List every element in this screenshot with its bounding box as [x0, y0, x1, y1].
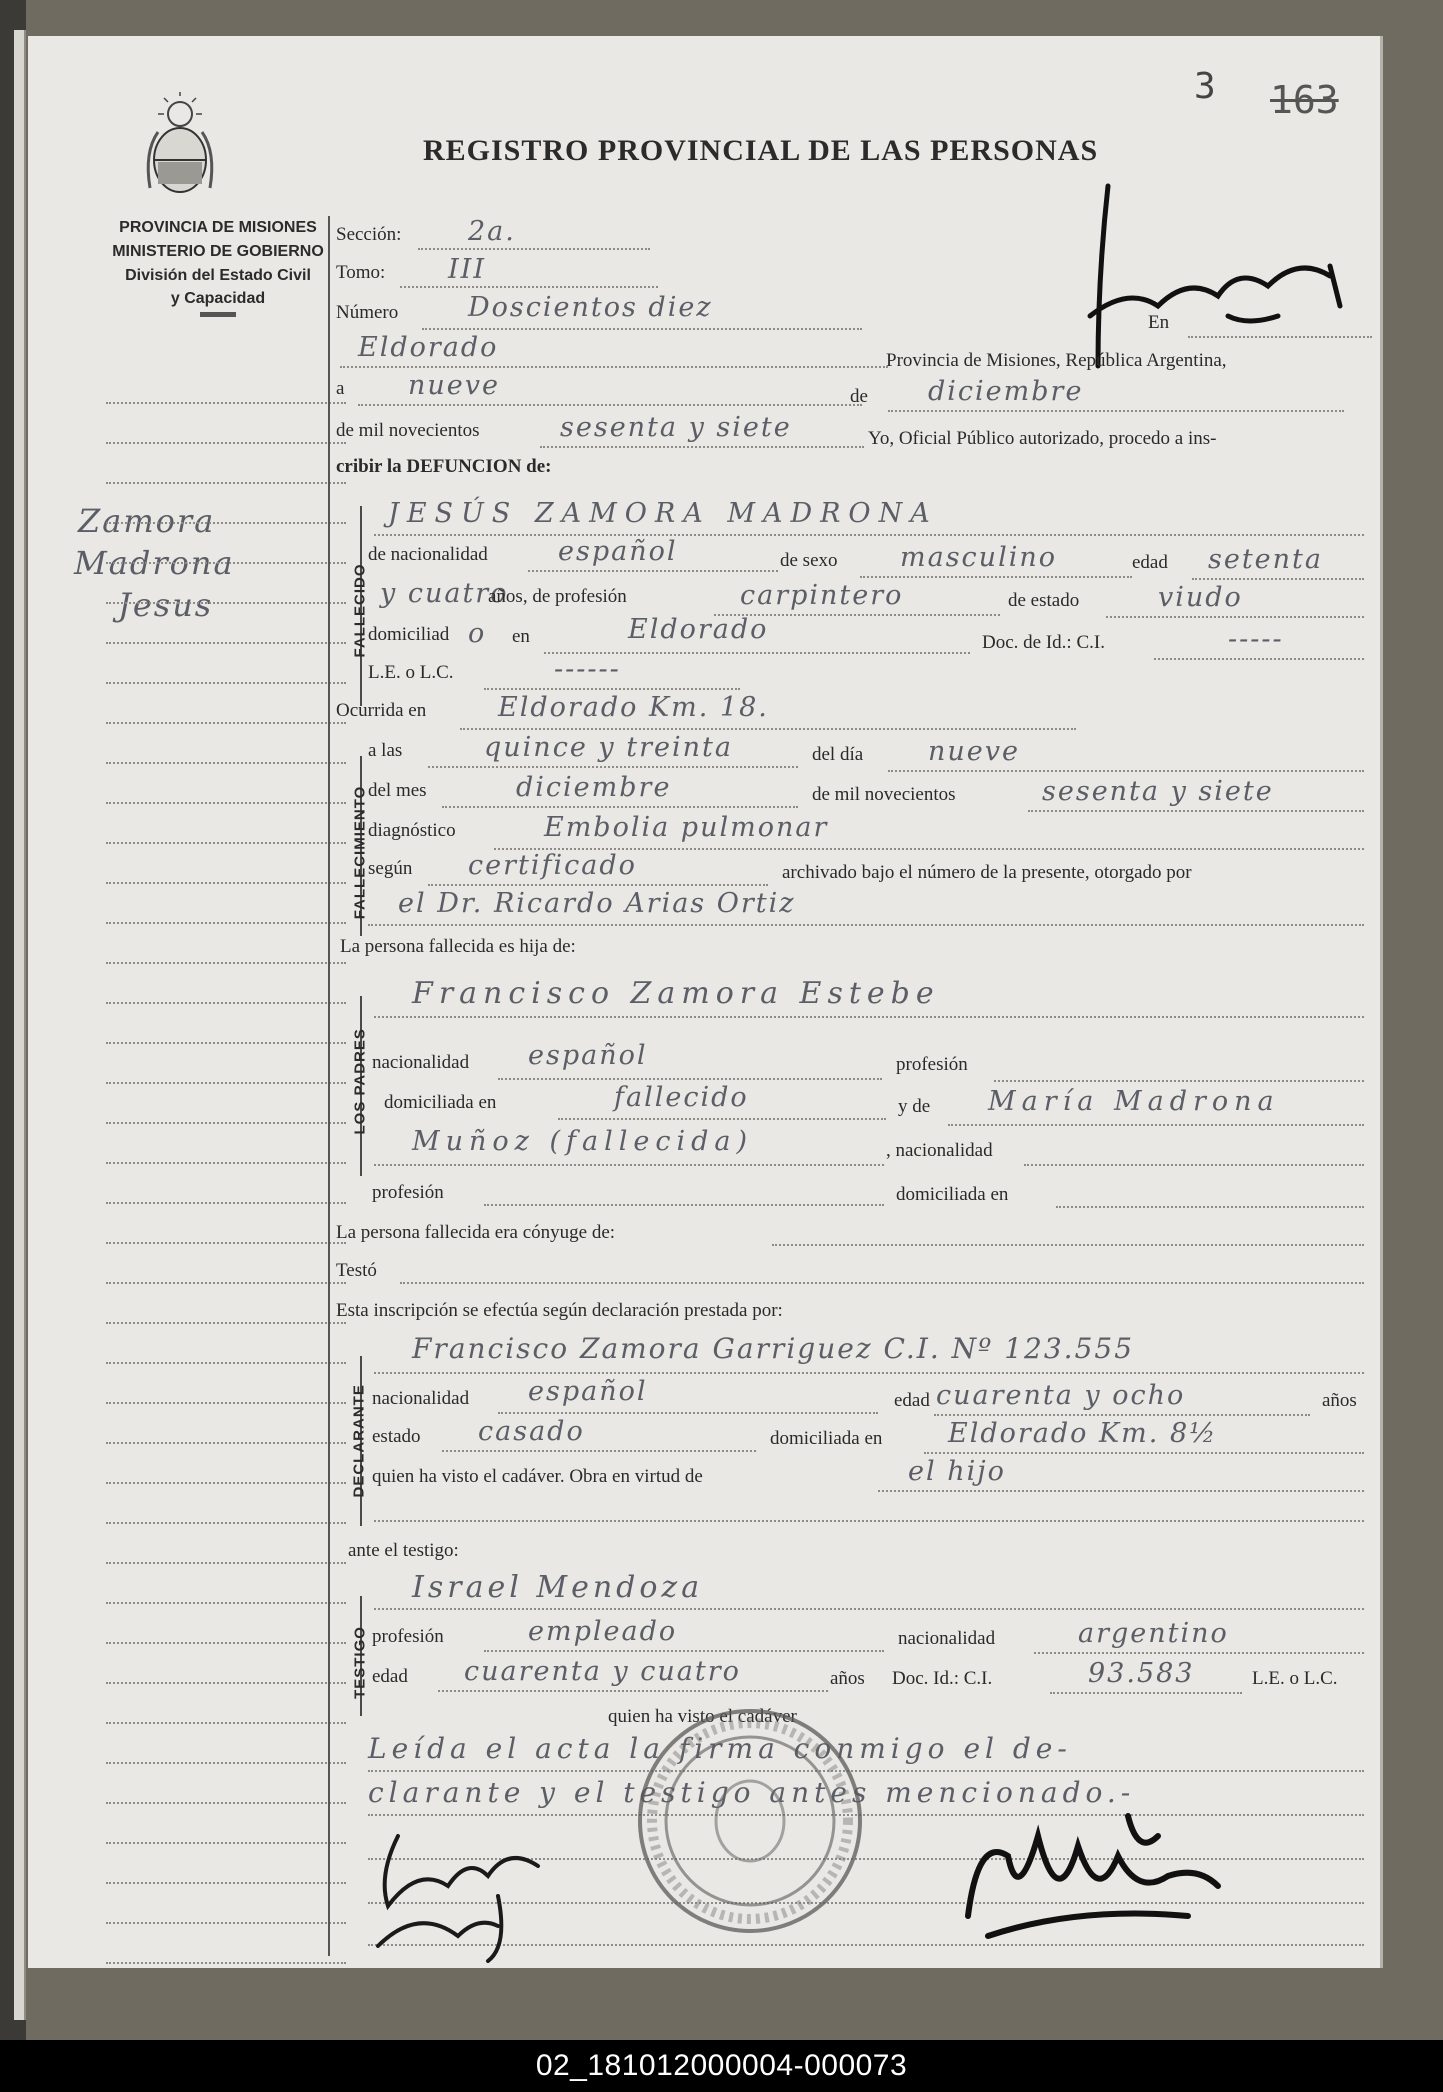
- margin-ruled-line: [106, 722, 346, 724]
- numero-label: Número: [336, 302, 399, 323]
- struck-page-number: 163: [1270, 78, 1339, 122]
- margin-surname: Zamora: [78, 502, 216, 540]
- testigo-doc-label: Doc. Id.: C.I.: [892, 1668, 993, 1689]
- coat-of-arms-emblem: [140, 92, 220, 202]
- margin-ruled-line: [106, 682, 346, 684]
- fallecido-edad-value: setenta: [1208, 544, 1323, 575]
- margin-ruled-line: [106, 962, 346, 964]
- seccion-value: 2a.: [468, 216, 516, 247]
- fallecido-en-label: en: [512, 626, 530, 647]
- fallecimiento-section-label: FALLECIMIENTO: [351, 785, 369, 920]
- hora-label: a las: [368, 740, 403, 761]
- testigo-anios-label: años: [830, 1668, 865, 1689]
- margin-ruled-line: [106, 402, 346, 404]
- madre-name-2: Muñoz (fallecida): [412, 1126, 754, 1157]
- margin-ruled-line: [106, 1562, 346, 1564]
- fallecido-nacionalidad-label: de nacionalidad: [368, 544, 488, 565]
- madre-domicilio-label: domiciliada en: [896, 1184, 1009, 1205]
- margin-ruled-line: [106, 1162, 346, 1164]
- fallecido-sexo-value: masculino: [900, 542, 1057, 573]
- declarante-domicilio-label: domiciliada en: [770, 1428, 883, 1449]
- padres-intro: La persona fallecida es hija de:: [340, 936, 576, 957]
- registrar-header-signature: [1068, 166, 1368, 376]
- deceased-name: JESÚS ZAMORA MADRONA: [388, 498, 938, 529]
- day-value: nueve: [408, 370, 500, 401]
- official-text: Yo, Oficial Público autorizado, procedo a ins-: [868, 428, 1217, 449]
- ocurrida-label: Ocurrida en: [336, 700, 427, 721]
- margin-ruled-line: [106, 1762, 346, 1764]
- declarante-nacionalidad-label: nacionalidad: [372, 1388, 470, 1409]
- archivado-text: archivado bajo el número de la presente, otorgado por: [782, 862, 1192, 883]
- testigo-doc-value: 93.583: [1088, 1658, 1195, 1689]
- fallecido-le-label: L.E. o L.C.: [368, 662, 454, 683]
- image-id-footer: 02_181012000004-000073: [0, 2040, 1443, 2092]
- previous-page-edge: [14, 30, 26, 2020]
- issuer-ministry: MINISTERIO DE GOBIERNO: [112, 243, 324, 260]
- fallecido-anios-label: años, de profesión: [488, 586, 627, 607]
- margin-ruled-line: [106, 1362, 346, 1364]
- testigo-le-label: L.E. o L.C.: [1252, 1668, 1338, 1689]
- register-page: [28, 36, 1383, 1968]
- margin-ruled-line: [106, 842, 346, 844]
- padres-nacionalidad-value: español: [528, 1040, 648, 1071]
- numero-value: Doscientos diez: [468, 292, 713, 323]
- margin-ruled-line: [106, 1522, 346, 1524]
- seccion-label: Sección:: [336, 224, 402, 245]
- margin-ruled-line: [106, 1922, 346, 1924]
- en-label: En: [1148, 312, 1170, 333]
- fallecido-profesion-value: carpintero: [740, 580, 904, 611]
- document-title: REGISTRO PROVINCIAL DE LAS PERSONAS: [423, 134, 1099, 167]
- padres-domicilio-label: domiciliada en: [384, 1092, 497, 1113]
- declarante-estado-value: casado: [478, 1416, 585, 1447]
- place-value: Eldorado: [358, 332, 499, 363]
- declarante-domicilio-value: Eldorado Km. 8½: [948, 1418, 1218, 1449]
- province-text: Provincia de Misiones, República Argentina,: [886, 350, 1227, 371]
- margin-ruled-line: [106, 1602, 346, 1604]
- padres-yde-label: y de: [898, 1096, 931, 1117]
- declarante-section-label: DECLARANTE: [350, 1384, 368, 1498]
- margin-ruled-line: [106, 1482, 346, 1484]
- padres-nacionalidad-label: nacionalidad: [372, 1052, 470, 1073]
- madre-profesion-label: profesión: [372, 1182, 444, 1203]
- issuer-capacity: y Capacidad: [170, 290, 266, 307]
- inscribir-text: cribir la DEFUNCION de:: [336, 456, 552, 477]
- margin-ruled-line: [106, 1962, 346, 1964]
- tomo-label: Tomo:: [336, 262, 386, 283]
- dia-value: nueve: [928, 736, 1020, 767]
- padres-section-label: LOS PADRES: [351, 1028, 369, 1135]
- anio-label: de mil novecientos: [812, 784, 956, 805]
- testigo-visto-text: quien ha visto el cadáver: [608, 1706, 797, 1727]
- fallecido-nacionalidad-value: español: [558, 536, 678, 567]
- fallecido-doc-value: -----: [1228, 624, 1284, 655]
- dia-label: del día: [812, 744, 864, 765]
- mes-value: diciembre: [516, 772, 672, 803]
- margin-ruled-line: [106, 1282, 346, 1284]
- hora-value: quince y treinta: [484, 732, 733, 763]
- mes-label: del mes: [368, 780, 427, 801]
- conyuge-text: La persona fallecida era cónyuge de:: [336, 1222, 616, 1243]
- declarante-estado-label: estado: [372, 1426, 421, 1447]
- margin-ruled-line: [106, 882, 346, 884]
- madre-nacionalidad-label: , nacionalidad: [886, 1140, 993, 1161]
- closing-line-1: Leída el acta la firma conmigo el de-: [368, 1732, 1072, 1765]
- margin-ruled-line: [106, 522, 346, 524]
- testigo-nacionalidad-value: argentino: [1078, 1618, 1229, 1649]
- closing-line-2: clarante y el testigo antes mencionado.-: [368, 1776, 1136, 1809]
- fallecido-domicilio-label: domiciliad: [368, 624, 450, 645]
- madre-name: María Madrona: [988, 1086, 1280, 1117]
- margin-ruled-line: [106, 1842, 346, 1844]
- margin-ruled-line: [106, 482, 346, 484]
- padres-domicilio-value: fallecido: [614, 1082, 749, 1113]
- margin-ruled-line: [106, 1402, 346, 1404]
- year-value: sesenta y siete: [560, 412, 792, 443]
- margin-ruled-line: [106, 1082, 346, 1084]
- margin-ruled-line: [106, 1802, 346, 1804]
- testigo-section-label: TESTIGO: [351, 1626, 369, 1699]
- padre-name: Francisco Zamora Estebe: [412, 976, 940, 1011]
- fallecido-estado-value: viudo: [1158, 582, 1243, 613]
- diagnostico-label: diagnóstico: [368, 820, 456, 841]
- segun-value: certificado: [468, 850, 637, 881]
- margin-ruled-line: [106, 1682, 346, 1684]
- margin-ruled-line: [106, 642, 346, 644]
- margin-ruled-line: [106, 1442, 346, 1444]
- issuer-block: [68, 216, 368, 317]
- margin-ruled-line: [106, 1882, 346, 1884]
- margin-ruled-line: [106, 442, 346, 444]
- margin-surname-2: Madrona: [74, 544, 235, 582]
- fallecido-le-value: ------: [554, 654, 621, 685]
- margin-ruled-line: [106, 922, 346, 924]
- testigo-edad-value: cuarenta y cuatro: [464, 1656, 741, 1687]
- page-number: 3: [1194, 66, 1216, 107]
- margin-ruled-line: [106, 1722, 346, 1724]
- margin-ruled-line: [106, 762, 346, 764]
- de-label: de: [850, 386, 868, 407]
- testigo-name: Israel Mendoza: [412, 1570, 704, 1605]
- a-label: a: [336, 378, 345, 399]
- margin-ruled-line: [106, 1122, 346, 1124]
- testigo-nacionalidad-label: nacionalidad: [898, 1628, 996, 1649]
- margin-ruled-line: [106, 1642, 346, 1644]
- margin-ruled-line: [106, 1202, 346, 1204]
- testigo-profesion-label: profesión: [372, 1626, 444, 1647]
- fallecido-edad-label: edad: [1132, 552, 1168, 573]
- margin-ruled-line: [106, 1042, 346, 1044]
- fallecido-doc-label: Doc. de Id.: C.I.: [982, 632, 1105, 653]
- testigo-intro: ante el testigo:: [348, 1540, 459, 1561]
- declarante-nacionalidad-value: español: [528, 1376, 648, 1407]
- margin-ruled-line: [106, 1242, 346, 1244]
- margin-ruled-line: [106, 1002, 346, 1004]
- padres-profesion-label: profesión: [896, 1054, 968, 1075]
- testigo-profesion-value: empleado: [528, 1616, 678, 1647]
- fallecido-domicilio-suffix: o: [468, 618, 487, 649]
- issuer-division: División del Estado Civil: [125, 267, 311, 284]
- declarante-visto-label: quien ha visto el cadáver. Obra en virtud de: [372, 1466, 703, 1487]
- issuer-province: PROVINCIA DE MISIONES: [119, 219, 317, 236]
- month-value: diciembre: [928, 376, 1084, 407]
- fallecido-section-label: FALLECIDO: [351, 563, 369, 658]
- declarante-visto-value: el hijo: [908, 1456, 1006, 1487]
- medico-value: el Dr. Ricardo Arias Ortiz: [398, 888, 796, 919]
- year-label: de mil novecientos: [336, 420, 480, 441]
- margin-ruled-line: [106, 802, 346, 804]
- margin-ruled-line: [106, 602, 346, 604]
- margin-ruled-line: [106, 562, 346, 564]
- witness-signature: [358, 1796, 598, 1966]
- margin-rule: [328, 216, 330, 1956]
- fallecido-edad-value-2: y cuatro: [380, 578, 509, 609]
- fallecido-sexo-label: de sexo: [780, 550, 838, 571]
- declarante-anios-label: años: [1322, 1390, 1357, 1411]
- official-seal-stamp: [630, 1696, 870, 1946]
- ocurrida-value: Eldorado Km. 18.: [498, 692, 769, 723]
- fallecido-estado-label: de estado: [1008, 590, 1080, 611]
- testigo-edad-label: edad: [372, 1666, 408, 1687]
- testo-text: Testó: [336, 1260, 377, 1281]
- declaracion-text: Esta inscripción se efectúa según declaración prestada por:: [336, 1300, 783, 1321]
- declarante-name: Francisco Zamora Garriguez C.I. Nº 123.555: [412, 1332, 1135, 1365]
- tomo-value: III: [448, 254, 486, 285]
- official-signature: [928, 1796, 1248, 1966]
- margin-given-name: Jesus: [118, 586, 214, 624]
- segun-label: según: [368, 858, 413, 879]
- fallecido-domicilio-value: Eldorado: [628, 614, 769, 645]
- diagnostico-value: Embolia pulmonar: [544, 812, 829, 843]
- declarante-edad-value: cuarenta y ocho: [936, 1380, 1186, 1411]
- declarante-edad-label: edad: [894, 1390, 930, 1411]
- margin-ruled-line: [106, 1322, 346, 1324]
- anio-value: sesenta y siete: [1042, 776, 1274, 807]
